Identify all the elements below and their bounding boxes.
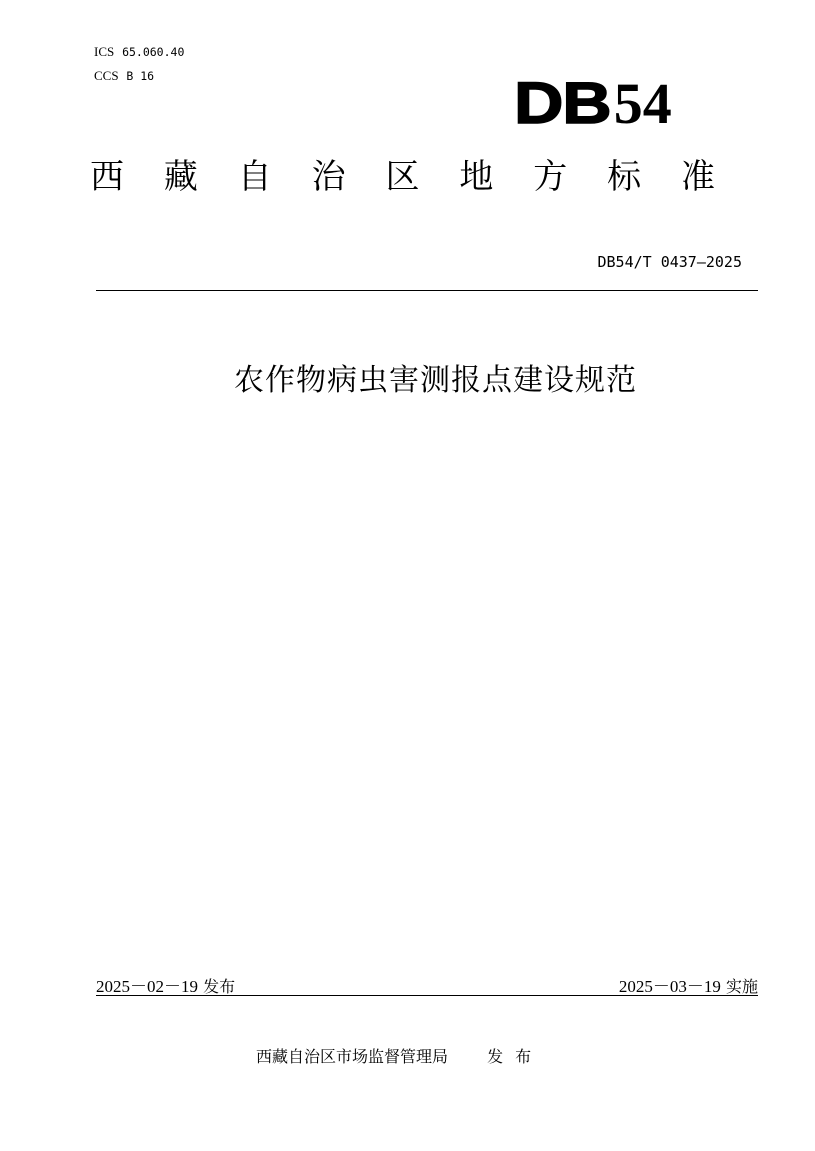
standard-type-char: 自	[237, 157, 272, 197]
ics-label: ICS	[94, 44, 115, 59]
implementation-date-value: 2025－03－19	[618, 977, 721, 996]
standard-type-char: 藏	[163, 157, 198, 197]
standard-type-heading	[90, 155, 715, 199]
issuer-name: 西藏自治区市场监督管理局	[256, 1047, 449, 1066]
standard-type-char: 准	[681, 157, 715, 197]
logo-prefix: DB	[514, 71, 611, 136]
ccs-line	[94, 64, 184, 88]
ics-line	[94, 40, 184, 64]
ccs-label: CCS	[94, 68, 119, 83]
db-logo	[514, 68, 672, 134]
standard-type-char: 标	[607, 157, 642, 197]
standard-type-char: 区	[385, 157, 420, 197]
publication-date	[96, 972, 235, 997]
ccs-value: B 16	[126, 69, 155, 83]
publication-label: 发布	[203, 977, 236, 996]
issuer-action: 发布	[487, 1047, 544, 1066]
standard-type-char: 方	[533, 157, 568, 197]
implementation-label: 实施	[725, 977, 758, 996]
standard-number: DB54/T 0437—2025	[597, 253, 742, 271]
implementation-date	[619, 972, 758, 997]
classification-codes	[94, 40, 184, 88]
bottom-divider	[96, 995, 758, 996]
logo-number: 54	[613, 71, 672, 136]
standard-type-char: 治	[311, 157, 346, 197]
ics-value: 65.060.40	[122, 45, 185, 59]
standard-type-char: 西	[90, 157, 124, 197]
issuer-line	[256, 1044, 543, 1067]
document-title: 农作物病虫害测报点建设规范	[234, 363, 637, 398]
standard-type-char: 地	[459, 157, 494, 197]
top-divider	[96, 290, 758, 291]
publication-date-value: 2025－02－19	[96, 977, 198, 996]
